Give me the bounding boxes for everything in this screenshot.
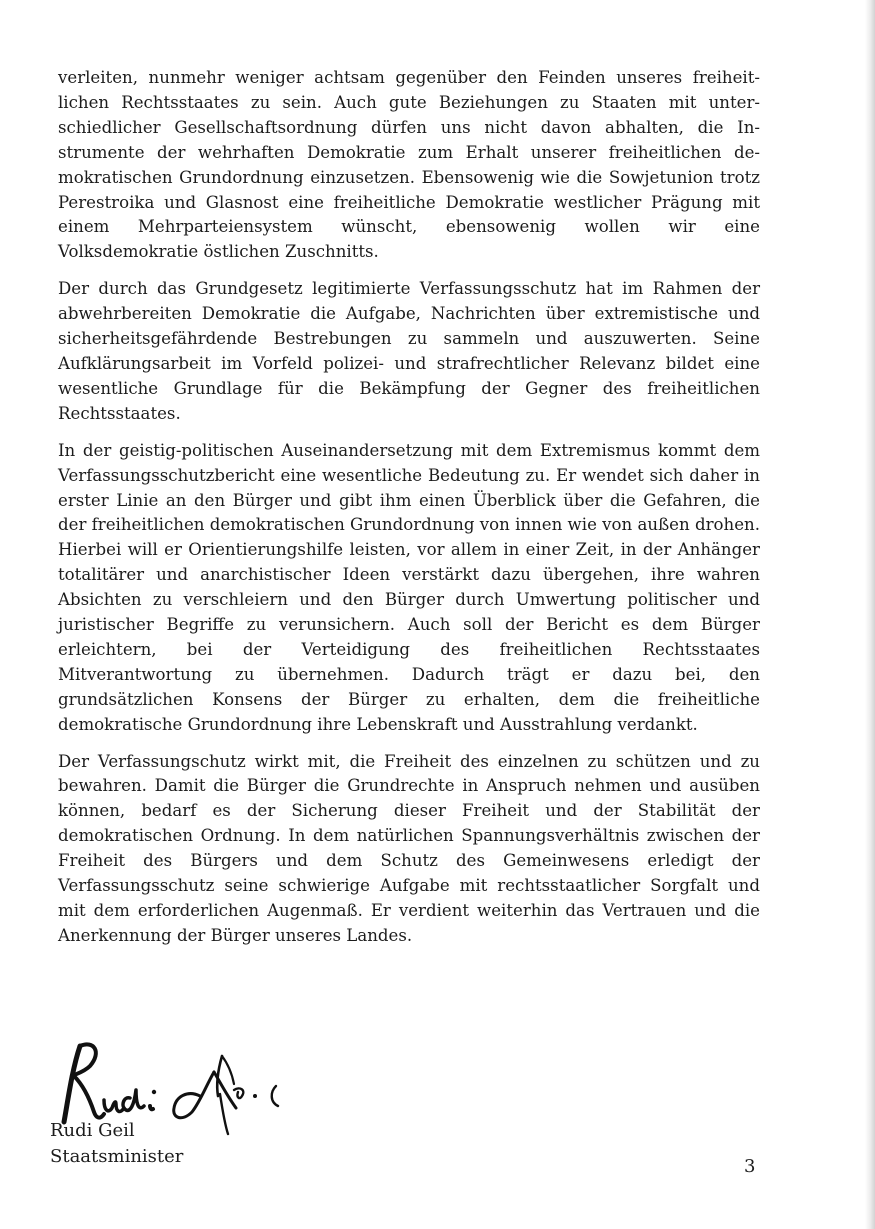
paragraph-4: Der Verfassungschutz wirkt mit, die Freiheit des einzelnen zu schützen und zu bewahren. Damit die Bürger die Grundrechte in Anspruch nehmen und ausüben können, bedarf es der Sicherung dieser Freiheit und der Stabilität der demokratischen Ordnung. In dem natürlichen Spannungsverhältnis zwischen der Freiheit des Bürgers und dem Schutz des Gemeinwesens erledigt der Verfassungsschutz seine schwierige Aufgabe mit rechtsstaatlicher Sorgfalt und mit dem erforderlichen Augenmaß. Er verdient weiterhin das Vertrauen und die Anerkennung der Bürger unseres Landes.: [58, 751, 760, 945]
signer-name: Rudi Geil: [50, 1120, 135, 1141]
signer-block: [50, 1118, 183, 1170]
body-text: [58, 66, 760, 961]
paragraph-3: In der geistig-politischen Auseinandersetzung mit dem Extremismus kommt dem Verfassungsschutzbericht eine wesentliche Bedeutung zu. Er wendet sich daher in erster Linie an den Bürger und gibt ihm einen Überblick über die Gefahren, die der freiheitlichen demokratischen Grundordnung von innen wie von außen drohen. Hierbei will er Orientierungshilfe leisten, vor allem in einer Zeit, in der Anhänger totalitärer und anarchistischer Ideen verstärkt dazu übergehen, ihre wahren Absichten zu verschleiern und den Bürger durch Umwertung politischer und juristischer Begriffe zu verunsichern. Auch soll der Bericht es dem Bürger erleichtern, bei der Verteidigung des freiheitlichen Rechtsstaates Mitverantwortung zu übernehmen. Dadurch trägt er dazu bei, den grundsätzlichen Konsens der Bürger zu erhalten, dem die freiheitliche demokratische Grundordnung ihre Lebenskraft und Ausstrahlung verdankt.: [58, 440, 760, 734]
paragraph-1: verleiten, nunmehr weniger achtsam gegenüber den Feinden unseres freiheitlichen Rechtsstaates zu sein. Auch gute Beziehungen zu Staaten mit unterschiedlicher Gesellschaftsordnung dürfen uns nicht davon abhalten, die Instrumente der wehrhaften Demokratie zum Erhalt unserer freiheitlichen demokratischen Grundordnung einzusetzen. Ebensowenig wie die Sowjetunion trotz Perestroika und Glasnost eine freiheitliche Demokratie westlicher Prägung mit einem Mehrparteiensystem wünscht, ebensowenig wollen wir eine Volksdemokratie östlichen Zuschnitts.: [58, 68, 760, 262]
paragraph-2: Der durch das Grundgesetz legitimierte Verfassungsschutz hat im Rahmen der abwehrbereiten Demokratie die Aufgabe, Nachrichten über extremistische und sicherheitsgefährdende Bestrebungen zu sammeln und auszuwerten. Seine Aufklärungsarbeit im Vorfeld polizei- und strafrechtlicher Relevanz bildet eine wesentliche Grundlage für die Bekämpfung der Gegner des freiheitlichen Rechtsstaates.: [58, 279, 760, 423]
signer-title: Staatsminister: [50, 1146, 184, 1167]
page-edge-shadow: [865, 0, 875, 1229]
page-number: 3: [744, 1156, 756, 1177]
